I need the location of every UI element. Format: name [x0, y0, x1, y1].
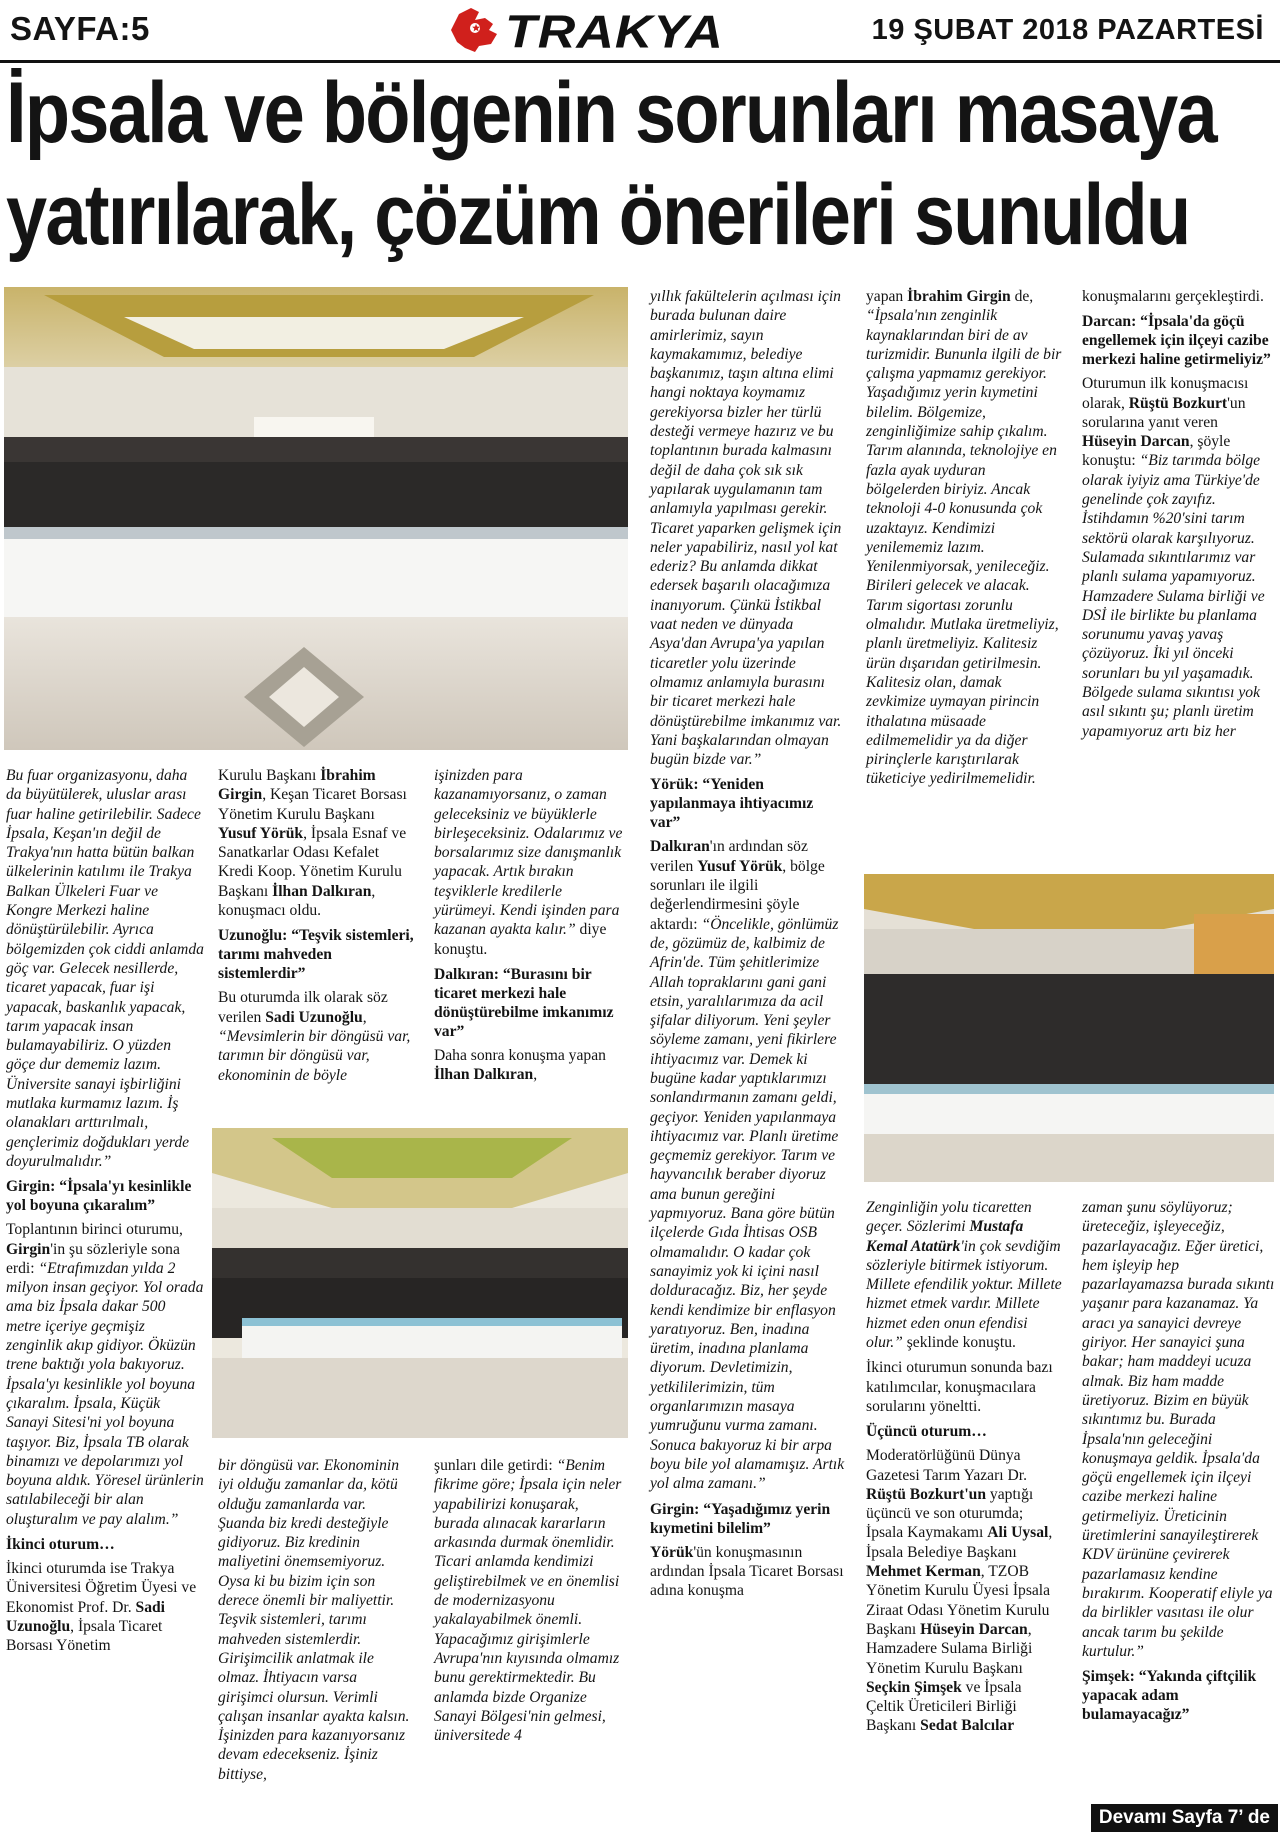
subheading: Girgin: “İpsala'yı kesinlikle yol boyuna çıkaralım”: [6, 1178, 192, 1215]
person-name: Sadi Uzunoğlu: [265, 1008, 363, 1026]
text-run: “Biz tarımda bölge olarak iyiyiz ama Türkiye'de genelinde çok zayıfız. İstihdamın %20'sini tarım sektörü olarak karşılıyoruz. Sulamada sıkıntılarımız var planlı sulama yapamıyoruz. Hamzadere Sulama birliği ve DSİ ile birlikte bu planlama sorunumu yavaş yavaş çözüyoruz. İki yıl önceki sorunları bu yıl yaşamadık. Bölgede sulama sıkıntısı yok asıl sıkıntı şu; planlı üretim yapamıyoruz artı biz her: [1082, 452, 1265, 740]
paragraph: [866, 1446, 1062, 1735]
paragraph: [6, 766, 204, 1171]
page-number: SAYFA:5: [10, 10, 150, 47]
text-run: “Benim fikrime göre; İpsala için neler yapabilirizi konuşarak, burada alınacak kararların arkasında durmak önemlidir. Ticari anlamda kendimizi geliştirebilmek ve en önemlisi de modernizasyonu yakalayabilmek önemli. Yapacağımız girişimlerle Avrupa'nın kıyısında olmamız bunu gerektirmektedir. Bu anlamda bizde Organize Sanayi Bölgesi'nin gelmesi, üniversitede 4: [434, 1457, 622, 1745]
article-column: [866, 1198, 1062, 1742]
article-column: [866, 287, 1062, 795]
text-run: “İpsala'nın zenginlik kaynaklarından biri de av turizmidir. Bununla ilgili de bir çalışma yapmamız gerekiyor. Yaşadığımız yerin kıymetini bilelim. Bölgemize, zenginliğimize sahip çıkalım. Tarım alanında, teknolojiye en fazla ayak uyduran bölgelerden biriyiz. Ancak teknoloji 4-0 konusunda çok uzaktayız. Kendimizi yenilememiz lazım. Yenilenmiyorsak, yenileceğiz. Birileri gelecek ve alacak. Tarım sigortası zorunlu olmalıdır. Mutlaka üretmeliyiz, planlı üretmeliyiz. Kalitesiz ürün dışarıdan getirilmesin. Kalitesiz olan, damak zevkimize uymayan pirincin ithalatına müsaade edilmemelidir ya da diğer pirinçlerle karıştırılarak tüketiciye yedirilmemelidir.: [866, 307, 1062, 788]
text-run: ,: [362, 1008, 367, 1026]
article-column: [1082, 1198, 1276, 1729]
person-name: Yusuf Yörük: [218, 824, 304, 842]
headline-line-1: İpsala ve bölgenin sorunları masaya: [6, 65, 1216, 161]
article-column: [218, 1456, 414, 1790]
person-name: Seçkin Şimşek: [866, 1678, 962, 1696]
logo-text: TRAKYA: [505, 5, 724, 59]
text-run: 'ın ardından söz verilen: [650, 838, 808, 875]
text-run: , Keşan Ticaret Borsası Yönetim Kurulu Başkanı: [218, 786, 407, 823]
person-name: İbrahim Girgin: [218, 767, 376, 804]
text-run: Zenginliğin yolu ticaretten geçer. Sözlerimi: [866, 1199, 1032, 1236]
text-run: “Mevsimlerin bir döngüsü var, tarımın bir döngüsü var, ekonominin de böyle: [218, 1027, 411, 1084]
paragraph: [650, 837, 846, 1493]
text-run: Kurulu Başkanı: [218, 767, 321, 784]
person-name: İlhan Dalkıran: [272, 882, 372, 900]
text-run: , şöyle konuştu:: [1082, 433, 1231, 470]
paragraph: [866, 287, 1062, 789]
audience-standing-photo: [212, 1128, 628, 1438]
person-name: İlhan Dalkıran: [434, 1066, 534, 1084]
text-run: diye konuştu.: [434, 921, 607, 958]
paragraph: [866, 1358, 1062, 1416]
text-run: Moderatörlüğünü Dünya Gazetesi Tarım Yazarı Dr.: [866, 1447, 1028, 1484]
person-name: Sedat Balcılar: [920, 1717, 1015, 1735]
article-column: [650, 287, 846, 1606]
person-name: İbrahim Girgin: [907, 288, 1011, 305]
paragraph: [1082, 287, 1276, 306]
paragraph: [218, 988, 414, 1084]
person-name: Hüseyin Darcan: [1082, 433, 1190, 451]
text-run: zaman şunu söylüyoruz; üreteceğiz, işleyeceğiz, pazarlayacağız. Eğer üretici, hem işleyip hep pazarlayamazsa burada sıkıntı yaşanır para kazanamaz. Ya aracı ya sanayici devreye giriyor. Her sanayici şuna bakar; ham maddeyi ucuza almak. Biz ham madde üretiyoruz. Bizim en büyük sıkıntımız bu. Burada İpsala'nın geleceğini konuşmaya geldik. İpsala'da göçü engellemek için ilçeyi cazibe merkezi haline getirmeliyiz. Üreticinin üretimlerini sanayileştirerek KDV ürününe çevirerek pazarlamasız kendine bırakırım. Kooperatif eliyle ya da birlikler vasıtası ile olur ancak tarım bu şekilde kurtulur.”: [1082, 1199, 1275, 1660]
text-run: Toplantının birinci oturumu,: [6, 1221, 183, 1239]
person-name: Yusuf Yörük: [697, 857, 783, 875]
paragraph: [434, 1456, 626, 1745]
text-run: Daha sonra konuşma yapan: [434, 1046, 606, 1064]
article-column: [1082, 287, 1276, 747]
person-name: Girgin: [6, 1240, 51, 1258]
person-name: Mustafa Kemal Atatürk: [866, 1218, 1024, 1255]
paragraph: [434, 1046, 626, 1085]
article-column: [434, 766, 626, 1091]
text-run: , TZOB Yönetim Kurulu Üyesi İpsala Ziraat Odası Yönetim Kurulu Başkanı: [866, 1563, 1051, 1638]
text-run: 'in çok sevdiğim sözleriyle bitirmek istiyorum. Millete efendilik yoktur. Millete hizmet etmek vardır. Millete hizmet eden onun efendisi olur.”: [866, 1237, 1062, 1352]
text-run: , bölge sorunları ile ilgili değerlendirmesini şöyle aktardı:: [650, 857, 825, 933]
paragraph: [1082, 1198, 1276, 1661]
paragraph: [650, 287, 846, 769]
text-run: ve İpsala Çeltik Üreticileri Birliği Başkanı: [866, 1678, 1022, 1735]
subheading: Üçüncü oturum…: [866, 1423, 987, 1441]
headline: [6, 62, 1216, 266]
paragraph: [650, 1543, 846, 1601]
text-run: İkinci oturumun sonunda bazı katılımcılar, konuşmacılara sorularını yöneltti.: [866, 1359, 1053, 1415]
text-run: işinizden para kazanamıyorsanız, o zaman geleceksiniz ve büyüklerle birleşeceksiniz. Odalarımız ve borsalarımız size danışmanlık yapacak. Artık bırakın teşviklerle kredilerle yürümeyi. Kendi işinden para kazanan ayakta kalır.”: [434, 767, 623, 939]
text-run: , İpsala Belediye Başkanı: [866, 1524, 1053, 1561]
person-name: Sadi Uzunoğlu: [6, 1598, 166, 1635]
subheading: Uzunoğlu: “Teşvik sistemleri, tarımı mahveden sistemlerdir”: [218, 927, 414, 983]
text-run: 'in şu sözleriyle sona erdi:: [6, 1240, 180, 1277]
person-name: Mehmet Kerman: [866, 1563, 981, 1581]
text-run: bir döngüsü var. Ekonominin iyi olduğu zamanlar da, kötü olduğu zamanlarda var. Şuanda biz kredi desteğiyle gidiyoruz. Biz kredinin maliyetini önemsemiyoruz. Oysa ki bu bizim için son derece önemli bir maliyettir. Teşvik sistemleri, tarımı mahveden sistemlerdir. Girişimcilik anlatmak ile olmaz. İhtiyacın varsa girişimci olursun. Verimli çalışan insanlar ayakta kalsın. İşinizden para kazanıyorsanız devam edecekseniz. İşiniz bittiyse,: [218, 1457, 410, 1783]
newspaper-logo: [445, 0, 785, 58]
text-run: , Hamzadere Sulama Birliği Yönetim Kurulu Başkanı: [866, 1620, 1033, 1677]
article-column: [6, 766, 204, 1661]
issue-date: 19 ŞUBAT 2018 PAZARTESİ: [871, 14, 1264, 46]
subheading: Yörük: “Yeniden yapılanmaya ihtiyacımız var”: [650, 776, 814, 832]
text-run: Oturumun ilk konuşmacısı olarak,: [1082, 375, 1249, 412]
paragraph: [866, 1198, 1062, 1352]
subheading: Şimşek: “Yakında çiftçilik yapacak adam bulamayacağız”: [1082, 1668, 1257, 1724]
audience-seated-photo: [864, 874, 1274, 1182]
text-run: yapan: [866, 288, 908, 305]
text-run: konuşmalarını gerçekleştirdi.: [1082, 288, 1264, 305]
text-run: , İpsala Ticaret Borsası Yönetim: [6, 1617, 163, 1655]
headline-line-2: yatırılarak, çözüm önerileri sunuldu: [6, 167, 1190, 263]
paragraph: [6, 1559, 204, 1655]
text-run: şunları dile getirdi:: [434, 1457, 557, 1474]
text-run: İkinci oturumda ise Trakya Üniversitesi Öğretim Üyesi ve Ekonomist Prof. Dr.: [6, 1559, 197, 1616]
person-name: Hüseyin Darcan: [920, 1620, 1028, 1638]
person-name: Rüştü Bozkurt: [1128, 394, 1228, 412]
paragraph: [434, 766, 626, 959]
text-run: , İpsala Esnaf ve Sanatkarlar Odası Kefalet Kredi Koop. Yönetim Kurulu Başkanı: [218, 824, 407, 900]
text-run: şeklinde konuştu.: [902, 1334, 1016, 1352]
subheading: Darcan: “İpsala'da göçü engellemek için ilçeyi cazibe merkezi haline getirmeliyiz”: [1082, 313, 1271, 369]
paragraph: [6, 1220, 204, 1529]
text-run: 'ün konuşmasının ardından İpsala Ticaret Borsası adına konuşma: [650, 1543, 844, 1600]
person-name: Rüştü Bozkurt'un: [866, 1485, 987, 1503]
article-column: [218, 766, 414, 1091]
subheading: Girgin: “Yaşadığımız yerin kıymetini bilelim”: [650, 1500, 831, 1537]
paragraph: [1082, 374, 1276, 741]
text-run: ,: [533, 1066, 538, 1084]
main-conference-photo: [4, 287, 628, 750]
text-run: Bu fuar organizasyonu, daha da büyütülerek, uluslar arası fuar haline getirilebilir. Sadece İpsala, Keşan'ın değil de Trakya'nın hatta bütün balkan ülkelerinin katılımı ile Trakya Balkan Ülkeleri Fuar ve Kongre Merkezi haline dönüştürülebilir. Ayrıca bölgemizden çok ciddi anlamda göç var. Gelecek nesillerde, ticaret yapacak, fuar işi yapacak, baskanlık yapacak, tarım yapacak insan bulamayabiliriz. O yüzden göçe dur dememiz lazım. Üniversite sanayi işbirliğini mutlaka kurmamız lazım. İş olanakları arttırılmalı, gençlerimiz doğdukları yerde doyurulmalıdır.”: [6, 767, 204, 1170]
text-run: Bu oturumda ilk olarak söz verilen: [218, 989, 388, 1026]
text-run: , konuşmacı oldu.: [218, 882, 376, 920]
text-run: “Etrafımızdan yılda 2 milyon insan geçiyor. Yol orada ama biz İpsala dakar 500 metre içeriye geçmişiz zenginlik akıp gidiyor. Öküzün trene baktığı yola bakıyoruz. İpsala'yı kesinlikle yol boyuna çıkaralım. İpsala, Küçük Sanayi Sitesi'ni yol boyuna taşıyor. Biz, İpsala TB olarak binamızı ve depolarımızı yol boyuna aldık. Yöresel ürünlerin satılabileceği bir alan oluşturalım ve pay alalım.”: [6, 1259, 204, 1528]
text-run: yıllık fakültelerin açılması için burada bulunan daire amirlerimiz, sayın kaymakamımız, belediye başkanımız, taşın altına elimi hangi noktaya koymamız gerekiyorsa bizler her türlü desteği vermeye hazırız ve bu toplantının burada kalmasını değil de daha çok sık sık yapılarak uygulamanın tam anlamıyla yapılması gerekir. Ticaret yaparken gelişmek için neler yapabiliriz, nasıl yol kat ederiz? Bu anlamda dikkat edersek başarılı olacağımıza inanıyorum. Çünkü İstikbal vaat neden ve dünyada Asya'dan Avrupa'ya yapılan ticaretler yolu üzerinde olmamız anlamıyla burasını bir ticaret merkezi hale dönüştürebilme imkanımız var. Yani başkalarından olmayan bugün bizde var.”: [650, 288, 842, 769]
person-name: Yörük: [650, 1543, 694, 1561]
paragraph: [218, 1456, 414, 1784]
continued-label: Devamı Sayfa 7’ de: [1091, 1804, 1278, 1832]
article-column: [434, 1456, 626, 1751]
subheading: İkinci oturum…: [6, 1535, 115, 1553]
paragraph: [218, 766, 414, 920]
text-run: de,: [1010, 288, 1034, 305]
person-name: Ali Uysal: [987, 1524, 1049, 1542]
text-run: “Öncelikle, gönlümüz de, gözümüz de, kalbimiz de Afrin'de. Tüm şehitlerimize Allah topraklarını gani gani etsin, yaralılarımıza da acil şifalar diliyorum. Yeni şeyler söyleme zamanı, yeni fikirlere ihtiyacımız var. Demek ki bugüne kadar yaptıklarımızı sonlandırmanın zamanı geldi, geçiyor. Yeniden yapılanmaya ihtiyacımız var. Planlı üretime geçmemiz gerekiyor. Tarım ve hayvancılık beraber diyoruz ama bunun gereğini yapmıyoruz. Bana göre bütün ilçelerde Gıda İhtisas OSB olmamalıdır. O kadar çok sanayimiz yok ki içini nasıl dolduracağız. Biz, her şeyde kendi kendimize bir enflasyon yaratıyoruz. Ben, inadına üretim, inadına planlama diyorum. Devletimizin, yetkililerimizin, tüm organlarımızın masaya yumruğunu vurma zamanı. Sonuca bakıyoruz ki bir arpa boyu bile yol alamamışız. Artık yol alma zamanı.”: [650, 915, 845, 1493]
text-run: yaptığı üçüncü ve son oturumda; İpsala Kaymakamı: [866, 1485, 1034, 1542]
text-run: 'un sorularına yanıt veren: [1082, 394, 1246, 431]
person-name: Dalkıran: [650, 838, 710, 856]
subheading: Dalkıran: “Burasını bir ticaret merkezi hale dönüştürebilme imkanımız var”: [434, 965, 614, 1040]
